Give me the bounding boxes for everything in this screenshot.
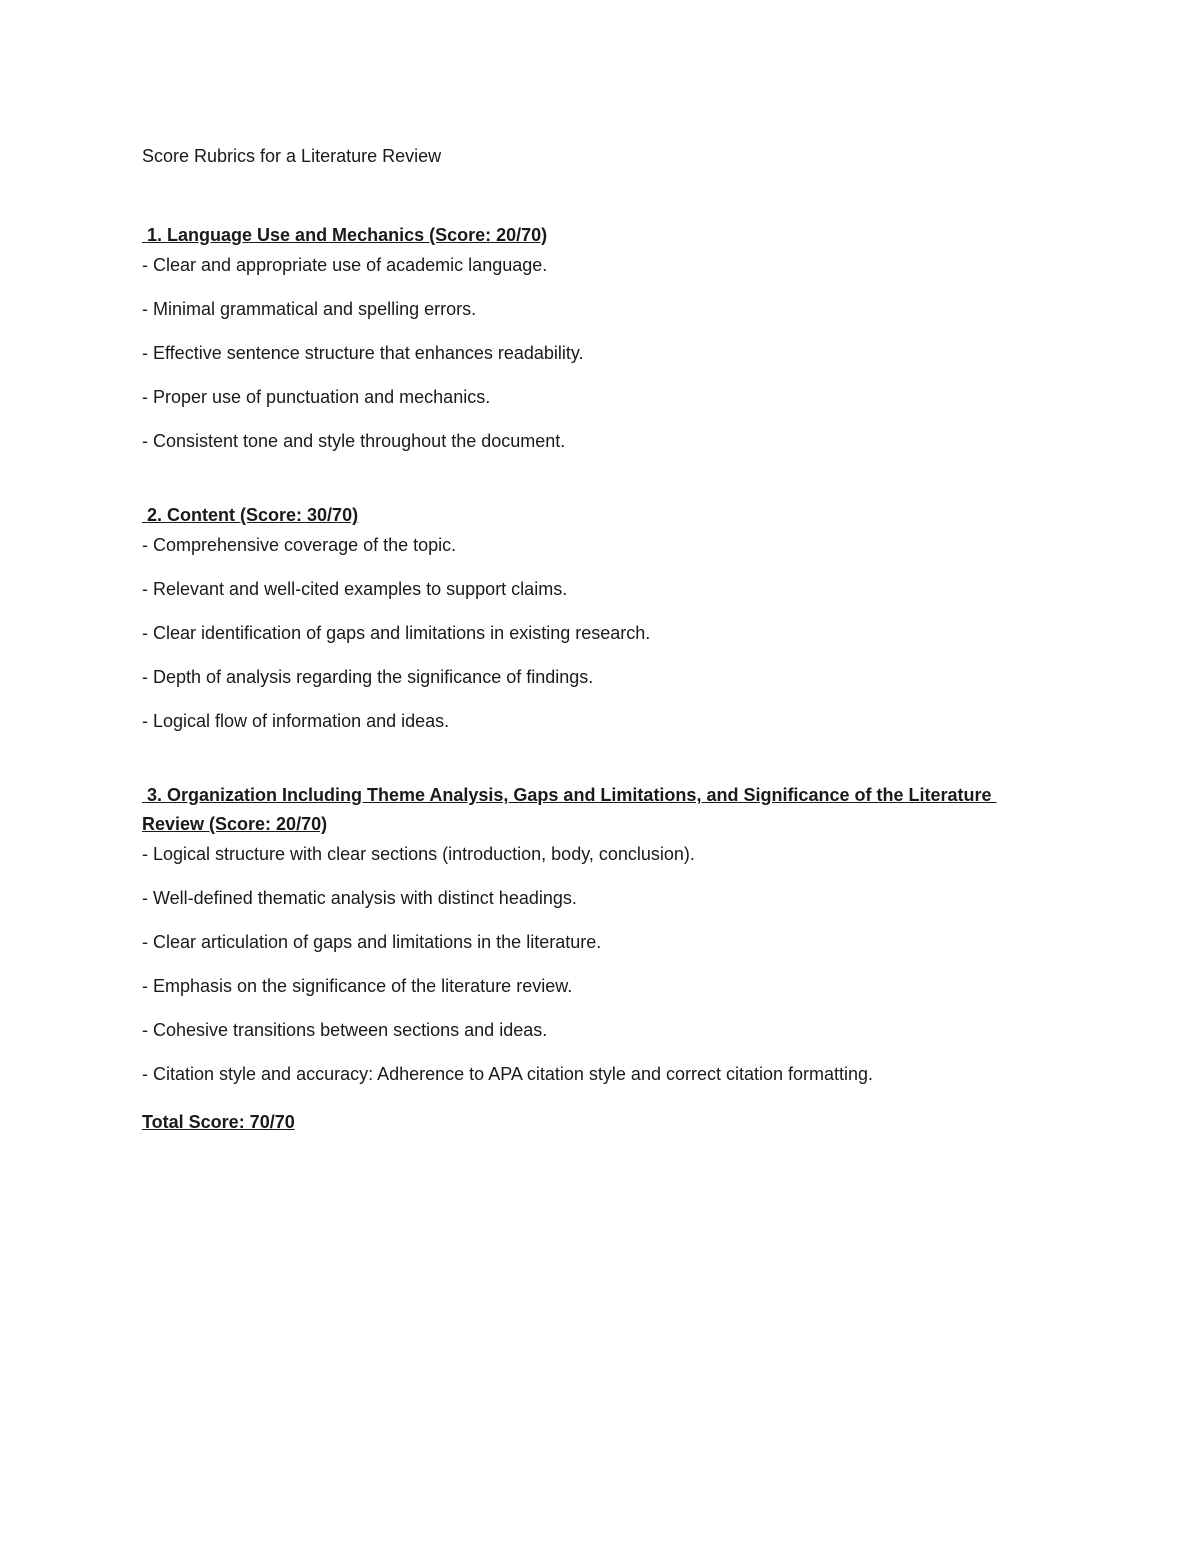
list-item: - Comprehensive coverage of the topic. — [142, 535, 457, 555]
document-title: Score Rubrics for a Literature Review — [142, 146, 442, 166]
section-content — [142, 501, 1042, 734]
list-item: - Emphasis on the significance of the literature review. — [142, 976, 573, 996]
list-item: - Well-defined thematic analysis with distinct headings. — [142, 888, 577, 908]
document-body — [142, 143, 1042, 1135]
total-score: Total Score: 70/70 — [142, 1112, 295, 1132]
list-item: - Clear articulation of gaps and limitations in the literature. — [142, 932, 602, 952]
list-item: - Clear identification of gaps and limitations in existing research. — [142, 623, 651, 643]
section-heading: 1. Language Use and Mechanics (Score: 20/70) — [142, 225, 548, 245]
list-item: - Minimal grammatical and spelling errors. — [142, 299, 477, 319]
section-language-use — [142, 221, 1042, 454]
list-item: - Proper use of punctuation and mechanics. — [142, 387, 491, 407]
section-organization — [142, 781, 1042, 1087]
list-item: - Relevant and well-cited examples to support claims. — [142, 579, 568, 599]
list-item: - Cohesive transitions between sections and ideas. — [142, 1020, 548, 1040]
list-item: - Logical flow of information and ideas. — [142, 711, 450, 731]
section-heading: 3. Organization Including Theme Analysis, Gaps and Limitations, and Significance of the Literature Review (Score: 20/70) — [142, 785, 997, 834]
list-item: - Depth of analysis regarding the significance of findings. — [142, 667, 594, 687]
list-item: - Clear and appropriate use of academic language. — [142, 255, 548, 275]
section-heading: 2. Content (Score: 30/70) — [142, 505, 359, 525]
list-item: - Citation style and accuracy: Adherence to APA citation style and correct citation formatting. — [142, 1064, 874, 1084]
list-item: - Consistent tone and style throughout the document. — [142, 431, 566, 451]
list-item: - Logical structure with clear sections (introduction, body, conclusion). — [142, 844, 695, 864]
list-item: - Effective sentence structure that enhances readability. — [142, 343, 584, 363]
